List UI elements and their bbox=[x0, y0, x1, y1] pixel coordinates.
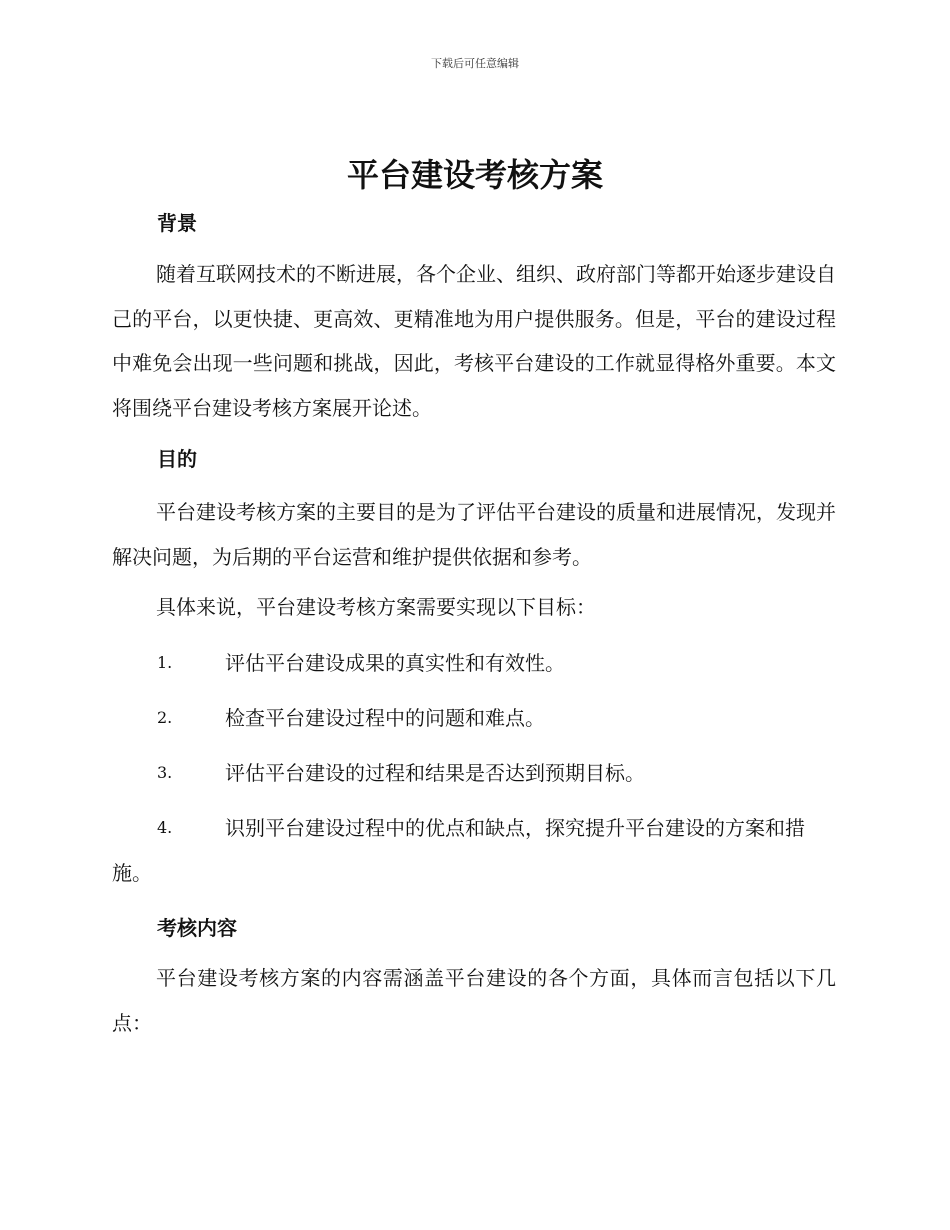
list-number: 1. bbox=[157, 653, 173, 672]
purpose-goals-intro: 具体来说，平台建设考核方案需要实现以下目标： bbox=[156, 595, 596, 619]
list-number: 4. bbox=[157, 818, 173, 837]
goal-list-item-2 bbox=[112, 696, 836, 741]
list-number: 3. bbox=[157, 763, 173, 782]
list-item-text: 评估平台建设成果的真实性和有效性。 bbox=[225, 651, 565, 675]
goal-list-item-4 bbox=[112, 806, 836, 895]
list-item-text: 检查平台建设过程中的问题和难点。 bbox=[225, 706, 545, 730]
document-title: 平台建设考核方案 bbox=[346, 156, 603, 194]
list-item-text: 评估平台建设的过程和结果是否达到预期目标。 bbox=[225, 761, 645, 785]
goal-list-item-3 bbox=[112, 751, 836, 796]
section-heading-content: 考核内容 bbox=[157, 916, 237, 940]
goal-list-item-1 bbox=[112, 641, 836, 686]
page-header-note: 下载后可任意编辑 bbox=[431, 57, 519, 70]
background-paragraph: 随着互联网技术的不断进展，各个企业、组织、政府部门等都开始逐步建设自己的平台，以更快捷、更高效、更精准地为用户提供服务。但是，平台的建设过程中难免会出现一些问题和挑战，因此，考核平台建设的工作就显得格外重要。本文将围绕平台建设考核方案展开论述。 bbox=[112, 262, 836, 420]
content-paragraph: 平台建设考核方案的内容需涵盖平台建设的各个方面，具体而言包括以下几点： bbox=[112, 966, 836, 1035]
section-heading-background: 背景 bbox=[157, 211, 197, 235]
list-item-text: 识别平台建设过程中的优点和缺点，探究提升平台建设的方案和措施。 bbox=[112, 816, 805, 885]
section-heading-purpose: 目的 bbox=[157, 447, 197, 471]
purpose-paragraph: 平台建设考核方案的主要目的是为了评估平台建设的质量和进展情况，发现并解决问题，为后期的平台运营和维护提供依据和参考。 bbox=[112, 500, 836, 569]
list-number: 2. bbox=[157, 708, 173, 727]
